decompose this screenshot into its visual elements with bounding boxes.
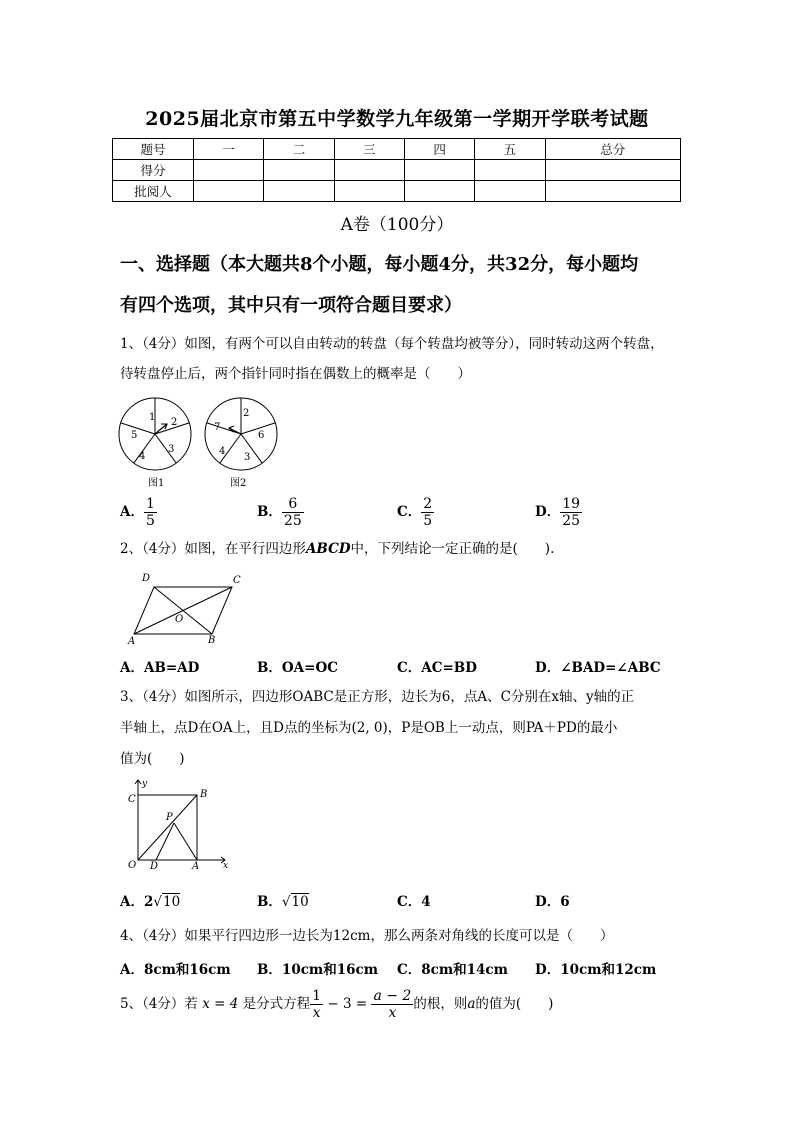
option-text: 10cm和16cm — [281, 962, 379, 978]
option-label: C． — [397, 962, 422, 978]
row-label: 得分 — [113, 160, 194, 181]
q1-option-d[interactable] — [535, 496, 582, 529]
point-label: P — [166, 812, 173, 823]
numerator: a − 2 — [373, 988, 412, 1004]
spinner-2-number: 6 — [258, 430, 265, 441]
header-cell: 五 — [475, 139, 545, 160]
option-label: B． — [257, 504, 282, 520]
q2-option-d[interactable] — [535, 656, 661, 676]
q1-line1: 1、（4分）如图，有两个可以自由转动的转盘（每个转盘均被等分），同时转动这两个转盘， — [120, 336, 664, 352]
option-text: 4 — [421, 894, 431, 910]
numerator: 2 — [423, 496, 433, 512]
option-text: OA=OC — [281, 660, 338, 676]
q1-spinner-figure — [115, 396, 285, 492]
point-label: A — [192, 861, 200, 870]
spinner-2-number: 4 — [219, 446, 226, 457]
q1-option-b[interactable] — [257, 496, 304, 529]
q5-text: 5、（4分）若 — [120, 996, 198, 1012]
spinner-1 — [119, 398, 191, 470]
q1-option-c[interactable] — [397, 496, 434, 529]
numerator: 1 — [312, 988, 322, 1004]
q2-option-b[interactable] — [257, 656, 338, 676]
denominator: x — [388, 1005, 397, 1021]
header-cell: 一 — [194, 139, 264, 160]
axis-label: x — [223, 861, 229, 870]
score-cell — [545, 160, 680, 181]
option-label: D． — [535, 660, 561, 676]
score-cell — [404, 181, 474, 202]
spinner-1-number: 2 — [171, 417, 178, 428]
header-cell: 总分 — [545, 139, 680, 160]
q3-line2: 半轴上，点D在OA上，且D点的坐标为(2, 0)，P是OB上一动点，则PA＋PD的最小 — [120, 720, 618, 736]
q5-var: a — [467, 996, 476, 1012]
q5-condition: x = 4 — [202, 996, 239, 1012]
option-text: AC=BD — [421, 660, 477, 676]
spinner-1-caption: 图1 — [148, 478, 165, 489]
score-row — [113, 160, 681, 181]
q3-option-a[interactable] — [120, 890, 180, 910]
part1-heading-line1: 一、选择题（本大题共8个小题，每小题4分，共32分，每小题均 — [120, 254, 639, 275]
reviewer-row — [113, 181, 681, 202]
q3-option-c[interactable] — [397, 890, 431, 910]
vertex-label: O — [175, 614, 184, 625]
q3-option-b[interactable] — [257, 890, 309, 910]
q1-option-a[interactable] — [120, 496, 157, 529]
q3-line1: 3、（4分）如图所示，四边形OABC是正方形，边长为6，点A、C分别在x轴、y轴的正 — [120, 689, 635, 705]
spinner-2-number: 7 — [214, 422, 221, 433]
option-label: D． — [535, 894, 561, 910]
q5-text: 是分式方程 — [242, 996, 311, 1012]
score-cell — [475, 160, 545, 181]
option-text: 6 — [560, 894, 570, 910]
fraction — [560, 496, 582, 529]
fraction — [371, 988, 413, 1021]
q2-var: ABCD — [305, 541, 351, 557]
parallelogram — [134, 587, 232, 634]
spinner-1-number: 5 — [131, 430, 138, 441]
option-label: A． — [120, 894, 144, 910]
radicand: 10 — [291, 894, 309, 910]
vertex-label: C — [233, 575, 241, 586]
part1-heading-line2: 有四个选项，其中只有一项符合题目要求） — [120, 295, 462, 316]
q4-stem: 4、（4分）如果平行四边形一边长为12cm，那么两条对角线的长度可以是（ ） — [120, 928, 614, 944]
option-label: A． — [120, 504, 144, 520]
score-cell — [194, 160, 264, 181]
numerator: 6 — [282, 496, 304, 513]
radicand: 10 — [163, 894, 181, 910]
fraction — [310, 988, 323, 1021]
spinner-1-number: 1 — [149, 412, 156, 423]
option-label: A． — [120, 660, 144, 676]
option-label: A． — [120, 962, 144, 978]
q2-option-a[interactable] — [120, 656, 199, 676]
option-label: C． — [397, 894, 422, 910]
score-table — [112, 138, 681, 202]
score-cell — [404, 160, 474, 181]
q2-text: 中，下列结论一定正确的是( ). — [350, 541, 555, 557]
vertex-label: A — [128, 636, 136, 647]
fraction — [421, 496, 434, 529]
q2-stem — [120, 540, 554, 558]
section-a-heading: A卷（100分） — [340, 215, 454, 235]
q5-operator: − 3 = — [327, 996, 368, 1012]
q2-text: 2、（4分）如图，在平行四边形 — [120, 541, 306, 557]
spinner-2-number: 2 — [243, 408, 250, 419]
header-cell: 二 — [264, 139, 334, 160]
vertex-label: D — [142, 573, 151, 584]
q2-parallelogram-figure — [122, 568, 252, 648]
score-table-header-row — [113, 139, 681, 160]
numerator: 1 — [145, 496, 155, 512]
option-text: 10cm和12cm — [560, 962, 657, 978]
option-text: 8cm和16cm — [143, 962, 231, 978]
option-label: D． — [535, 962, 561, 978]
sqrt-sign: √ — [153, 894, 162, 910]
denominator: 25 — [283, 513, 302, 529]
spinner-1-number: 4 — [139, 451, 146, 462]
option-text: 8cm和14cm — [421, 962, 508, 978]
option-label: B． — [257, 962, 282, 978]
option-text: AB=AD — [143, 660, 200, 676]
denominator: x — [312, 1005, 321, 1021]
q5-text: 的值为( ) — [475, 996, 554, 1012]
q3-square-figure — [120, 776, 235, 870]
coordinate-square — [135, 780, 225, 863]
score-cell — [545, 181, 680, 202]
score-cell — [264, 181, 334, 202]
score-cell — [194, 181, 264, 202]
score-cell — [264, 160, 334, 181]
exam-title: 2025届北京市第五中学数学九年级第一学期开学联考试题 — [145, 108, 649, 130]
denominator: 5 — [145, 513, 155, 529]
vertex-label: B — [208, 635, 216, 646]
spinner-1-number: 3 — [168, 444, 175, 455]
numerator: 19 — [562, 496, 581, 512]
row-label: 批阅人 — [113, 181, 194, 202]
q4-option-b[interactable] — [257, 958, 378, 978]
option-label: B． — [257, 894, 282, 910]
fraction — [282, 496, 304, 529]
spinner-2-number: 3 — [244, 452, 251, 463]
score-cell — [334, 181, 404, 202]
option-label: C． — [397, 660, 422, 676]
option-label: D． — [535, 504, 561, 520]
q5-stem — [120, 986, 553, 1022]
point-label: C — [128, 794, 136, 805]
point-label: O — [128, 860, 137, 870]
score-cell — [334, 160, 404, 181]
coefficient: 2 — [143, 894, 154, 910]
axis-label: y — [142, 779, 148, 789]
denominator: 5 — [423, 513, 433, 529]
q4-option-a[interactable] — [120, 958, 231, 978]
q1-line2: 待转盘停止后，两个指针同时指在偶数上的概率是（ ） — [120, 366, 471, 382]
q4-option-c[interactable] — [397, 958, 508, 978]
spinner-2 — [205, 398, 277, 470]
header-cell: 四 — [404, 139, 474, 160]
option-label: C． — [397, 504, 422, 520]
q3-option-d[interactable] — [535, 890, 570, 910]
sqrt-sign: √ — [281, 894, 291, 910]
q5-text: 的根，则 — [413, 996, 468, 1012]
point-label: D — [150, 861, 159, 870]
fraction — [144, 496, 157, 529]
header-cell: 三 — [334, 139, 404, 160]
q3-line3: 值为( ) — [120, 751, 185, 767]
q2-option-c[interactable] — [397, 656, 477, 676]
header-cell: 题号 — [113, 139, 194, 160]
option-text: ∠BAD=∠ABC — [560, 660, 661, 676]
q4-option-d[interactable] — [535, 958, 656, 978]
point-label: B — [200, 789, 208, 800]
denominator: 25 — [562, 513, 581, 529]
option-label: B． — [257, 660, 282, 676]
spinner-2-caption: 图2 — [230, 478, 247, 489]
score-cell — [475, 181, 545, 202]
